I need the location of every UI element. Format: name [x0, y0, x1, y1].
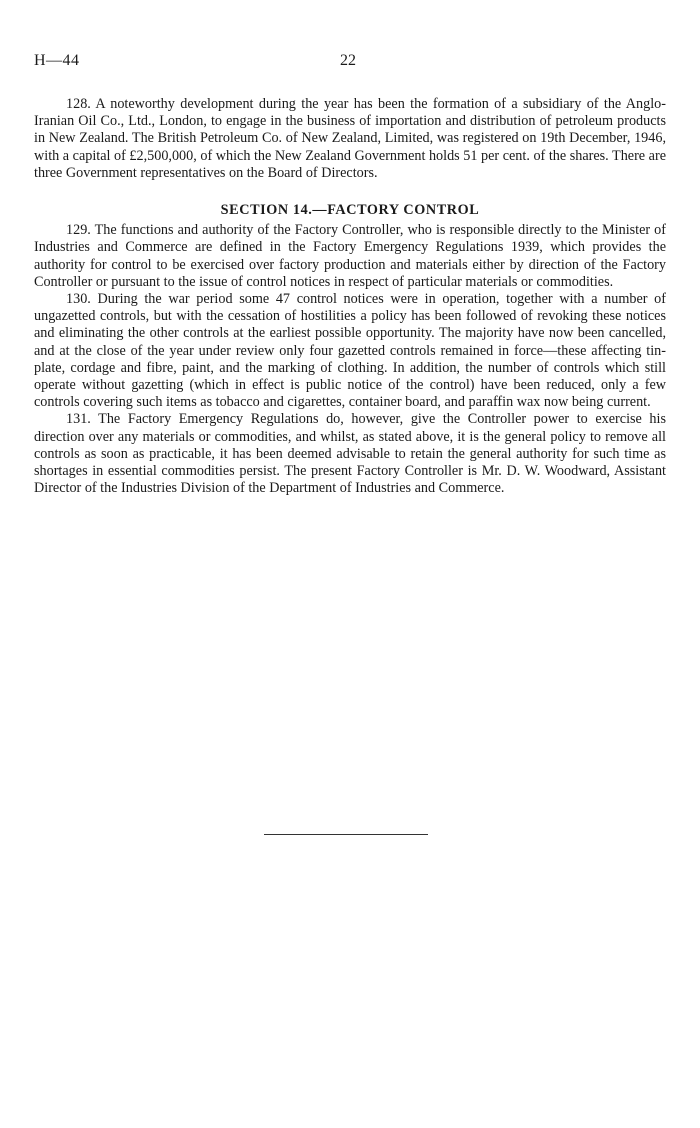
document-reference: H—44	[34, 52, 80, 69]
section-spacer	[34, 182, 666, 202]
paragraph-130: 130. During the war period some 47 control notices were in operation, together with a number of ungazetted controls, but with the cessation of hostilities a policy has been followed of revoking these notices and eliminating the other controls at the earliest possible opportunity. The majority have now been cancelled, and at the close of the year under review only four gazetted controls remained in force—these affecting tin-plate, cordage and fibre, paint, and the marking of clothing. In addition, the number of controls which still operate without gazetting (which in effect is public notice of the control) have been reduced, only a few controls covering such items as tobacco and cigarettes, container board, and paraffin wax now being current.	[34, 291, 666, 411]
page-header	[34, 52, 666, 76]
paragraph-128: 128. A noteworthy development during the year has been the formation of a subsidiary of the Anglo-Iranian Oil Co., Ltd., London, to engage in the business of importation and distribution of petroleum products in New Zealand. The British Petroleum Co. of New Zealand, Limited, was registered on 19th December, 1946, with a capital of £2,500,000, of which the New Zealand Government holds 51 per cent. of the shares. There are three Government representatives on the Board of Directors.	[34, 96, 666, 181]
page-body	[34, 96, 666, 497]
paragraph-131: 131. The Factory Emergency Regulations do, however, give the Controller power to exercise his direction over any materials or commodities, and whilst, as stated above, it is the general policy to remove all controls as soon as practicable, it has been deemed advisable to retain the general authority for such time as shortages in essential commodities persist. The present Factory Controller is Mr. D. W. Woodward, Assistant Director of the Industries Division of the Department of Industries and Commerce.	[34, 411, 666, 497]
section-title: SECTION 14.—FACTORY CONTROL	[220, 202, 480, 219]
paragraph-129: 129. The functions and authority of the Factory Controller, who is responsible directly to the Minister of Industries and Commerce are defined in the Factory Emergency Regulations 1939, which provides the authority for control to be exercised over factory production and materials either by direction of the Factory Controller or pursuant to the issue of control notices in respect of particular materials or commodities.	[34, 222, 666, 290]
page-number: 22	[340, 52, 356, 69]
end-rule	[264, 834, 428, 835]
